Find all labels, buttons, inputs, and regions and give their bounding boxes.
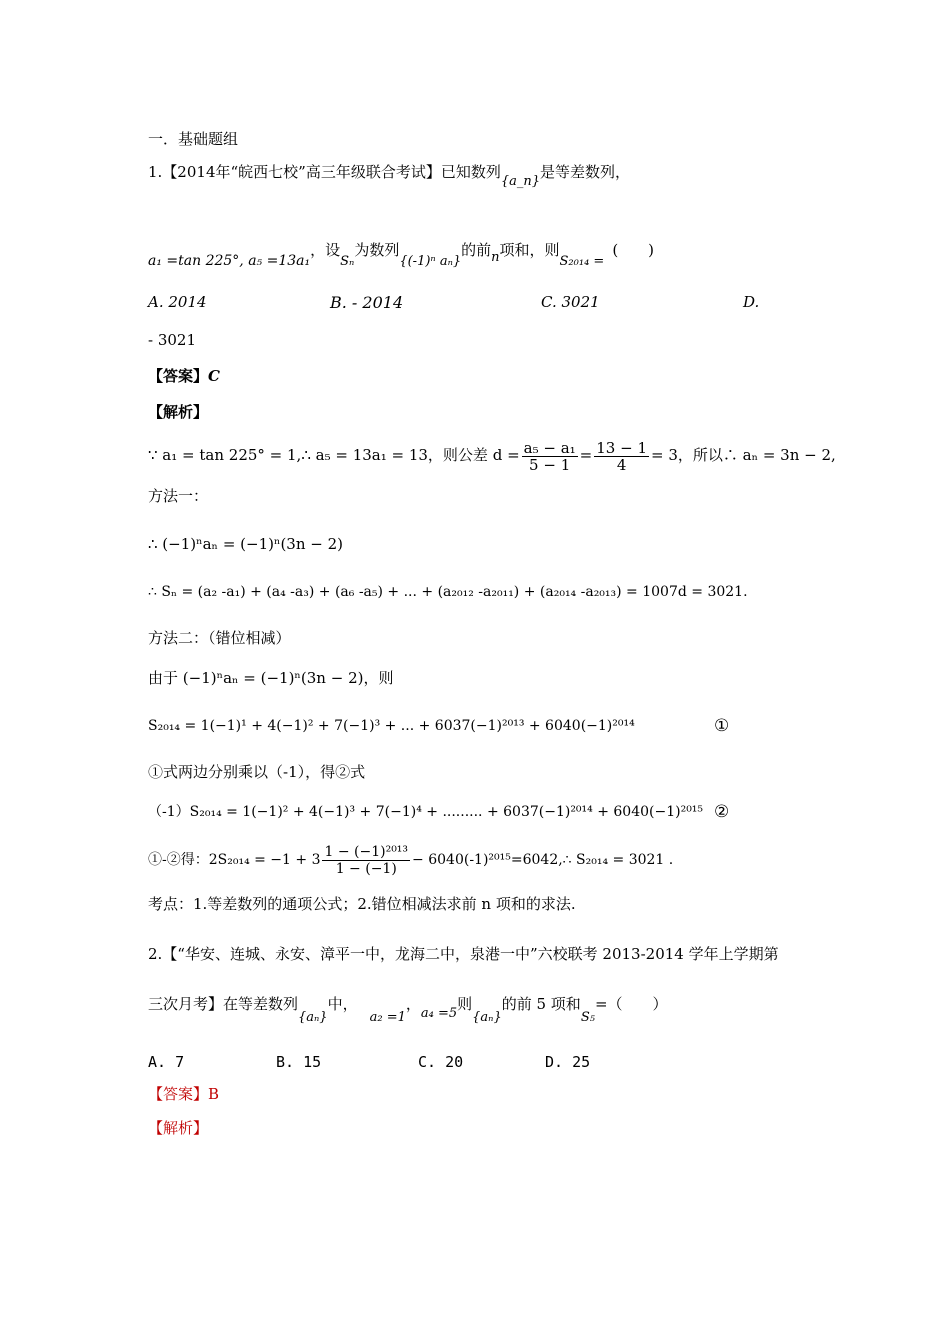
q2-tail: =（ ） (594, 995, 668, 1013)
q1-fraction-d (522, 440, 578, 473)
q2-seq1: {aₙ} (298, 1010, 328, 1025)
q2-comma: ， (405, 995, 421, 1013)
section-title: 一．基础题组 (148, 130, 239, 148)
q2-answer (148, 1084, 219, 1104)
q1-eq3-num: 1 − (−1)²⁰¹³ (324, 843, 409, 860)
q1-cond-n: n (491, 250, 500, 265)
q2-answer-label: 【答案】 (148, 1085, 209, 1103)
q1-method1-line1: ∴ (−1)ⁿaₙ = (−1)ⁿ(3n − 2) (148, 535, 344, 553)
q2-seq2: {aₙ} (472, 1010, 502, 1025)
q1-cond-text4: 项和，则 (499, 241, 560, 259)
q1-line1-eq: = (579, 446, 593, 464)
q1-cond-s2014: S₂₀₁₄ = (559, 254, 605, 269)
q2-text-mid: 中， (327, 995, 358, 1013)
q1-eq2-tag: ② (714, 802, 730, 822)
q2-header-line2-a: 三次月考】在等差数列 (148, 995, 299, 1013)
q1-eq3-a: ①-②得：2S₂₀₁₄ = −1 + 3 (148, 852, 321, 868)
q1-option-b: B. - 2014 (330, 293, 404, 312)
q1-seq: {a_n} (500, 174, 540, 189)
q2-analysis-label: 【解析】 (148, 1119, 209, 1137)
q1-option-d: D. (743, 293, 760, 311)
q1-conditions (148, 240, 654, 272)
q2-option-c: C. 20 (418, 1053, 464, 1071)
q1-answer-label: 【答案】 (148, 367, 209, 385)
q1-method2-eq2: （-1）S₂₀₁₄ = 1(−1)² + 4(−1)³ + 7(−1)⁴ + ......... + 6037(−1)²⁰¹⁴ + 6040(−1)²⁰¹⁵ (148, 804, 704, 820)
q1-cond-a1: a₁ =tan 225°, a₅ =13a₁ (148, 253, 311, 269)
q1-method2-line1: 由于 (−1)ⁿaₙ = (−1)ⁿ(3n − 2)，则 (148, 669, 394, 687)
q1-option-c: C. 3021 (541, 293, 600, 311)
q1-method2-line2: ①式两边分别乘以（-1），得②式 (148, 763, 366, 781)
q1-method1-label: 方法一： (148, 487, 209, 505)
q1-cond-seq: {(-1)ⁿ aₙ} (399, 254, 462, 269)
q2-a2: a₂ =1 (369, 1010, 406, 1025)
q1-frac2-den: 4 (616, 455, 627, 474)
q1-cond-text3: 的前 (461, 241, 492, 259)
q1-frac1-num: a₅ − a₁ (523, 438, 576, 457)
q1-method2-label: 方法二：（错位相减） (148, 629, 291, 647)
q2-header-line2 (148, 994, 668, 1028)
q2-text-then: 则 (457, 995, 473, 1013)
q1-eq3-fraction (322, 844, 410, 877)
q1-frac2-num: 13 − 1 (596, 438, 647, 457)
q1-option-d-value: - 3021 (148, 331, 197, 349)
q1-eq3-den: 1 − (−1) (335, 860, 397, 877)
q1-cond-text2: 为数列 (354, 241, 400, 259)
q1-analysis-label: 【解析】 (148, 403, 209, 421)
q1-analysis-line1 (148, 436, 836, 474)
q1-eq1-tag: ① (714, 716, 730, 736)
q1-line1-b: = 3，所以∴ aₙ = 3n − 2, (651, 446, 836, 464)
q2-header-line1: 2.【“华安、连城、永安、漳平一中，龙海二中，泉港一中”六校联考 2013-2014 学年上学期第 (148, 945, 779, 963)
q1-method1-line2: ∴ Sₙ = (a₂ -a₁) + (a₄ -a₃) + (a₆ -a₅) + ... + (a₂₀₁₂ -a₂₀₁₁) + (a₂₀₁₄ -a₂₀₁₃) = 1007d = 3021. (148, 584, 748, 600)
q1-fraction-value (594, 440, 649, 473)
q1-header (148, 162, 630, 192)
q1-answer-value: C (208, 367, 220, 385)
q2-a4: a₄ =5 (420, 1006, 458, 1021)
q2-option-a: A. 7 (148, 1053, 185, 1071)
q1-answer (148, 366, 220, 386)
q2-s5: S₅ (580, 1010, 595, 1025)
q1-kaodian: 考点：1.等差数列的通项公式；2.错位相减法求前 n 项和的求法. (148, 895, 576, 913)
q1-header-suffix: 是等差数列， (540, 163, 631, 181)
q1-eq3-b: − 6040(-1)²⁰¹⁵=6042,∴ S₂₀₁₄ = 3021 . (412, 852, 674, 868)
q1-cond-paren: ( ) (612, 241, 655, 259)
q2-text-front: 的前 5 项和 (501, 995, 581, 1013)
q2-option-d: D. 25 (545, 1053, 591, 1071)
q1-line1-a: ∵ a₁ = tan 225° = 1,∴ a₅ = 13a₁ = 13，则公差 d = (148, 446, 520, 464)
q1-method2-eq3 (148, 840, 673, 880)
q1-frac1-den: 5 − 1 (529, 455, 571, 474)
q1-option-a: A. 2014 (148, 293, 207, 311)
q1-method2-eq1: S₂₀₁₄ = 1(−1)¹ + 4(−1)² + 7(−1)³ + ... + 6037(−1)²⁰¹³ + 6040(−1)²⁰¹⁴ (148, 718, 635, 734)
q2-answer-value: B (208, 1085, 220, 1103)
q1-cond-text1: ，设 (310, 241, 341, 259)
q2-option-b: B. 15 (276, 1053, 322, 1071)
q1-header-prefix: 1.【2014年“皖西七校”高三年级联合考试】已知数列 (148, 163, 501, 181)
q1-cond-sn: Sₙ (340, 254, 355, 269)
